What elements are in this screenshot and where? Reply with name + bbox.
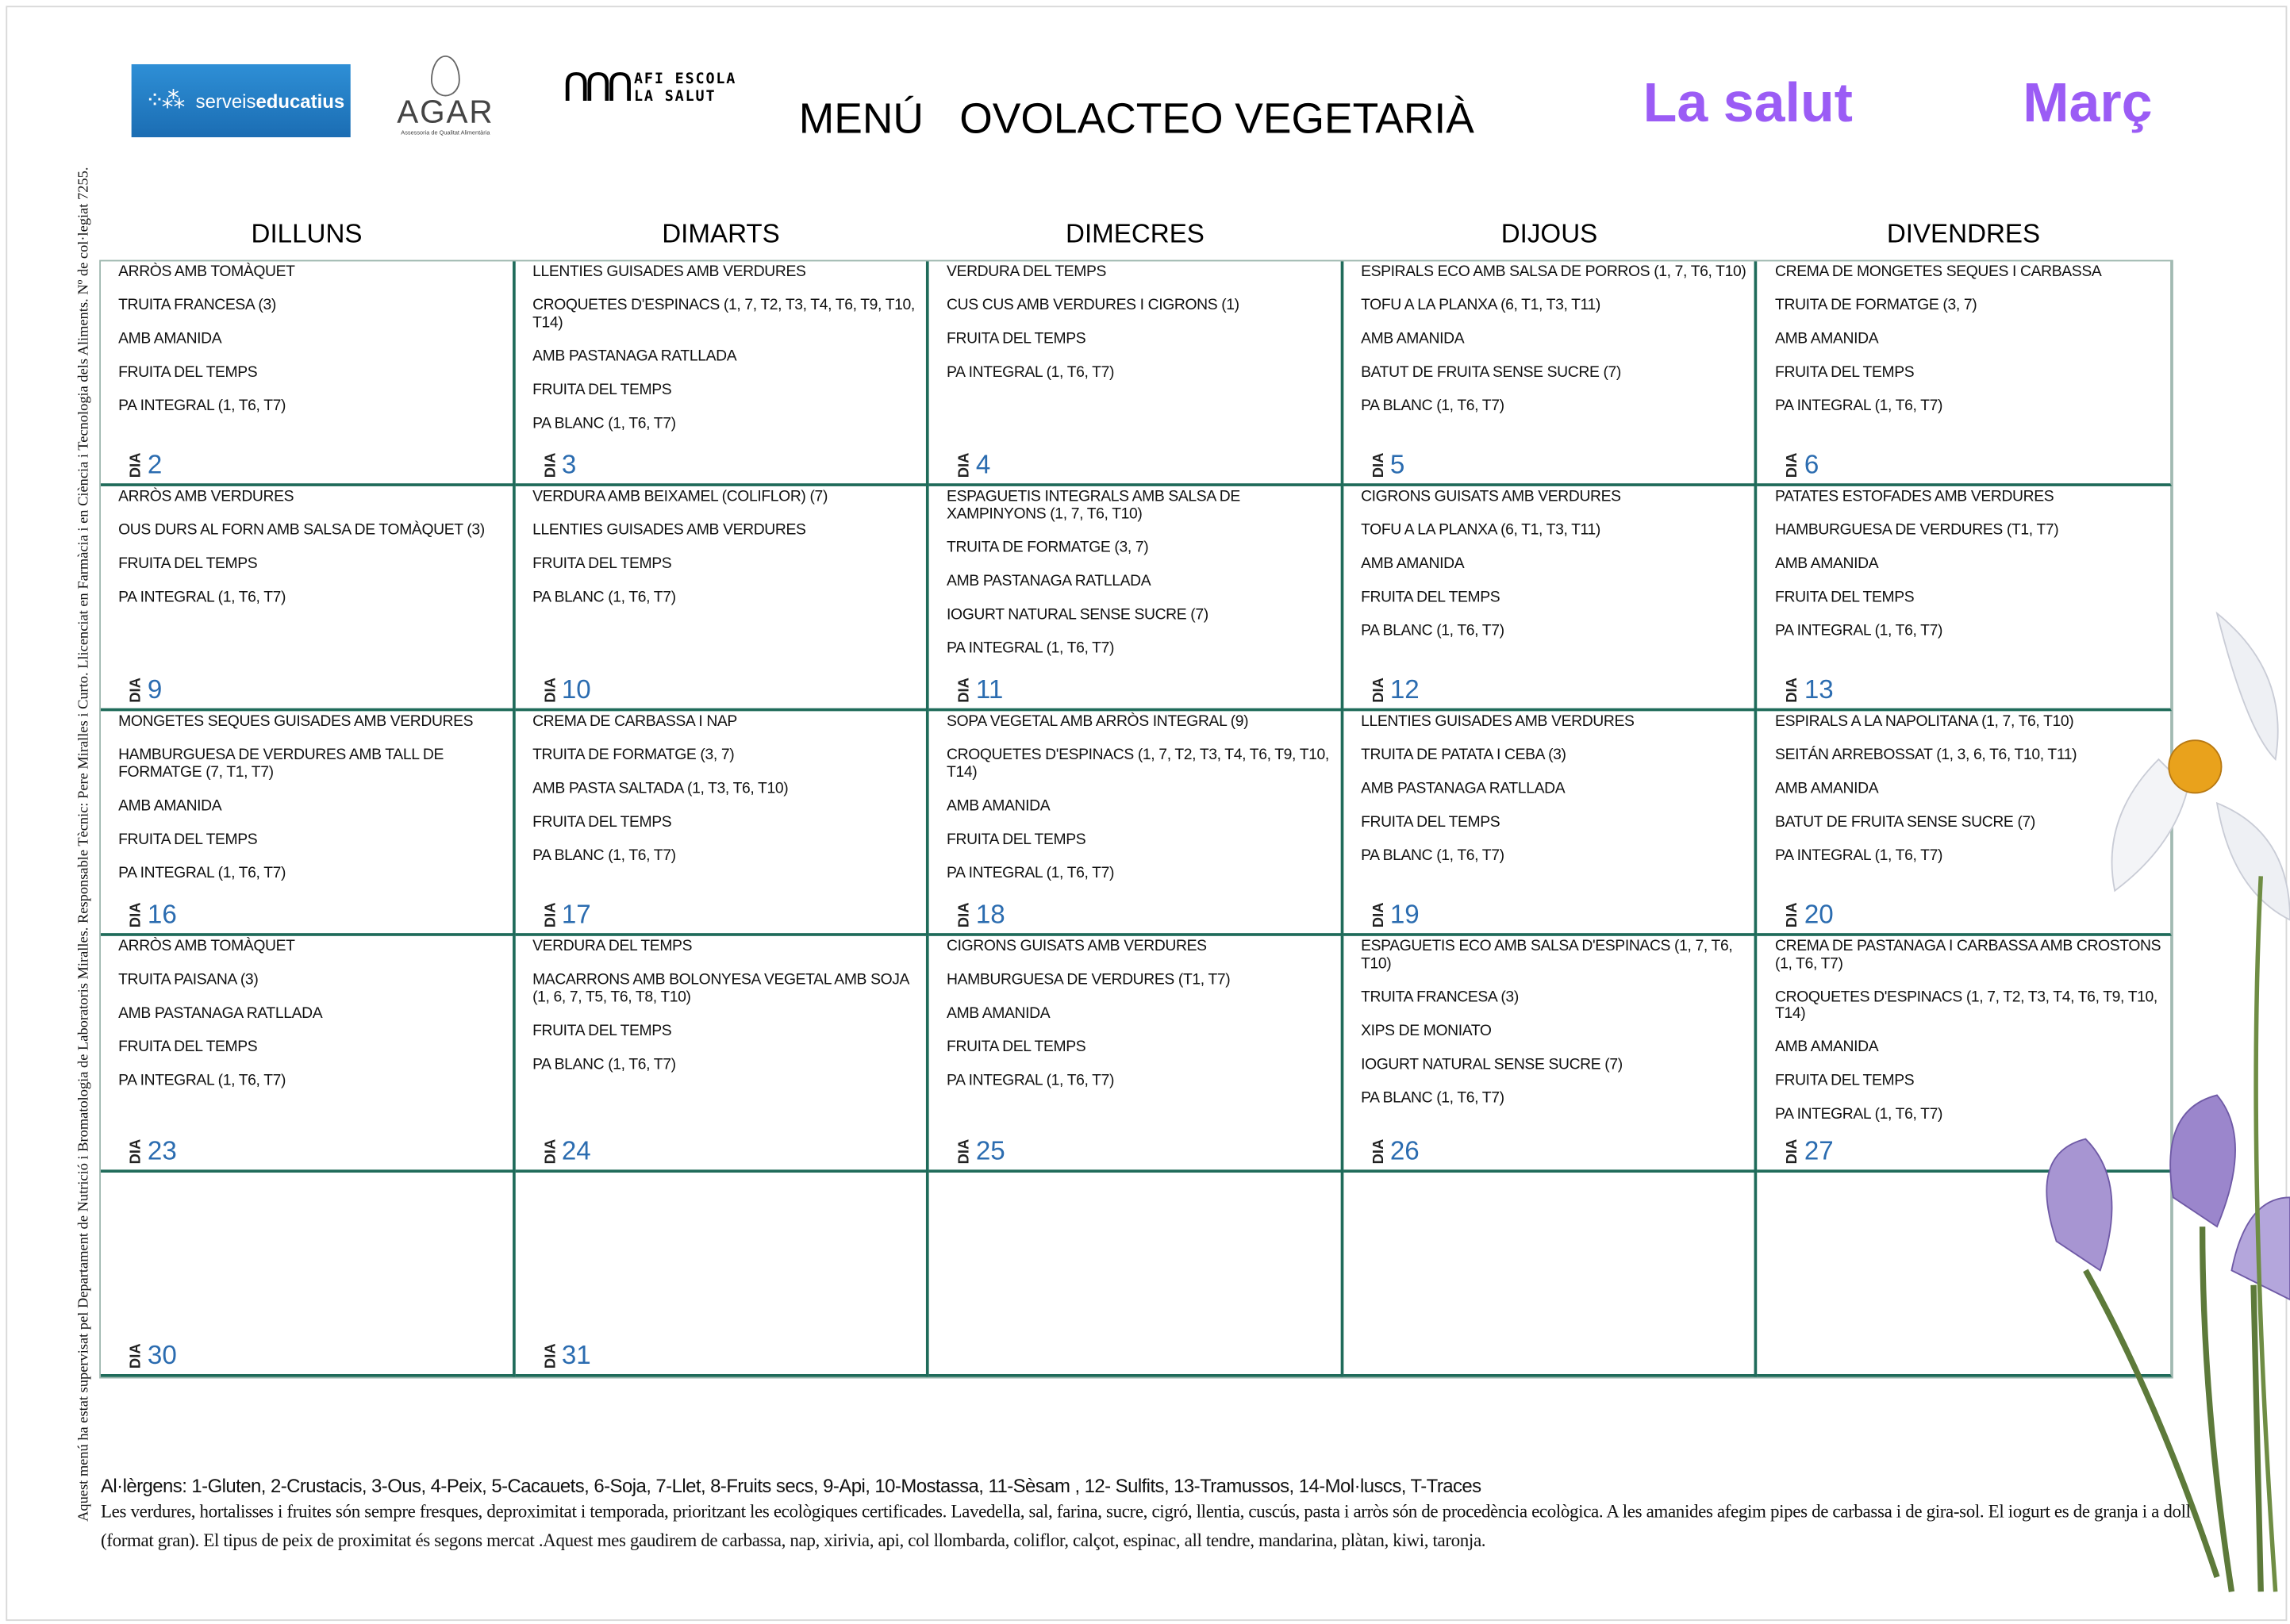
day-number-value: 12 <box>1389 674 1420 705</box>
menu-item: IOGURT NATURAL SENSE SUCRE (7) <box>1361 1054 1623 1073</box>
dia-label: DIA <box>542 452 559 478</box>
dia-label: DIA <box>128 677 145 703</box>
day-cell <box>1343 711 1758 935</box>
day-number <box>1787 901 1834 927</box>
dia-label: DIA <box>956 677 974 703</box>
day-number <box>128 674 163 705</box>
flower-illustration-icon <box>1998 584 2290 1606</box>
day-number-value: 11 <box>975 674 1004 705</box>
menu-item: AMB AMANIDA <box>947 1004 1051 1023</box>
month-name: Març <box>2023 73 2153 135</box>
menu-item: FRUITA DEL TEMPS <box>1361 813 1500 831</box>
menu-item: AMB AMANIDA <box>1775 555 1879 573</box>
menu-item: AMB PASTANAGA RATLLADA <box>118 1004 323 1023</box>
menu-item: PA INTEGRAL (1, T6, T7) <box>947 863 1115 881</box>
menu-item: FRUITA DEL TEMPS <box>947 830 1086 848</box>
day-cell <box>515 936 929 1173</box>
dia-label: DIA <box>956 1138 974 1164</box>
dia-label: DIA <box>1785 677 1802 703</box>
menu-item: PA INTEGRAL (1, T6, T7) <box>118 1072 286 1090</box>
dia-label: DIA <box>1785 1138 1802 1164</box>
agar-name: AGAR <box>397 93 494 130</box>
menu-item: PA BLANC (1, T6, T7) <box>532 1054 676 1073</box>
menu-item: FRUITA DEL TEMPS <box>532 813 672 831</box>
day-number <box>130 901 177 927</box>
day-cell <box>929 261 1343 486</box>
day-number-value: 20 <box>1804 899 1834 929</box>
dia-label: DIA <box>1370 902 1388 927</box>
day-number <box>130 451 163 478</box>
day-cell <box>1758 261 2172 486</box>
menu-item: PA INTEGRAL (1, T6, T7) <box>947 1072 1115 1090</box>
menu-item: TRUITA FRANCESA (3) <box>118 296 276 314</box>
day-number-value: 16 <box>147 899 177 929</box>
menu-item: TRUITA DE FORMATGE (3, 7) <box>947 538 1149 556</box>
menu-item: FRUITA DEL TEMPS <box>1775 588 1915 606</box>
menu-item: PA BLANC (1, T6, T7) <box>532 413 676 432</box>
day-number <box>956 449 991 479</box>
menu-item: PA INTEGRAL (1, T6, T7) <box>1775 622 1943 640</box>
day-number-value: 19 <box>1389 899 1420 929</box>
agar-logo <box>394 56 497 136</box>
menu-item: TRUITA DE FORMATGE (3, 7) <box>1775 296 1977 314</box>
menu-item: PA INTEGRAL (1, T6, T7) <box>1775 397 1943 415</box>
day-number <box>956 674 1004 705</box>
school-name: La salut <box>1643 73 1854 135</box>
dia-label: DIA <box>128 452 145 478</box>
daffodil-icon <box>2112 613 2290 920</box>
menu-item: CROQUETES D'ESPINACS (1, 7, T2, T3, T4, T6, T9, T10, T14) <box>1775 988 2157 1023</box>
day-cell <box>515 486 929 711</box>
day-number-value: 6 <box>1804 449 1819 479</box>
day-number-value: 27 <box>1804 1135 1834 1165</box>
menu-item: PA INTEGRAL (1, T6, T7) <box>1775 847 1943 865</box>
dia-label: DIA <box>542 1342 559 1369</box>
menu-item: TRUITA DE PATATA I CEBA (3) <box>1361 746 1566 764</box>
menu-item: AMB AMANIDA <box>1361 329 1465 348</box>
menu-item: CROQUETES D'ESPINACS (1, 7, T2, T3, T4, T6, T9, T10, T14) <box>532 296 915 331</box>
day-number <box>956 899 1005 929</box>
menu-item: FRUITA DEL TEMPS <box>1361 588 1500 606</box>
menu-item: FRUITA DEL TEMPS <box>118 363 258 382</box>
menu-item: MONGETES SEQUES GUISADES AMB VERDURES <box>118 712 474 731</box>
day-cell <box>929 486 1343 711</box>
menu-item: PA INTEGRAL (1, T6, T7) <box>118 863 286 881</box>
weekday-header: DIMARTS <box>662 219 780 248</box>
day-number-value: 3 <box>561 449 577 479</box>
menu-item: FRUITA DEL TEMPS <box>1775 363 1915 382</box>
menu-item: FRUITA DEL TEMPS <box>118 830 258 848</box>
day-cell <box>101 486 515 711</box>
menu-type: OVOLACTEO VEGETARIÀ <box>959 96 1474 144</box>
day-cell <box>101 1173 515 1377</box>
menu-item: ARRÒS AMB TOMÀQUET <box>118 937 295 955</box>
day-cell <box>929 936 1343 1173</box>
menu-item: HAMBURGUESA DE VERDURES (T1, T7) <box>947 970 1231 989</box>
menu-item: AMB AMANIDA <box>1775 779 1879 797</box>
dia-label: DIA <box>542 902 559 927</box>
menu-item: SEITÁN ARREBOSSAT (1, 3, 6, T6, T10, T11) <box>1775 746 2077 764</box>
day-cell <box>515 711 929 935</box>
menu-label: MENÚ <box>798 96 924 144</box>
day-number-value: 4 <box>975 449 991 479</box>
day-number <box>1785 1135 1834 1165</box>
menu-item: LLENTIES GUISADES AMB VERDURES <box>532 521 806 539</box>
day-number <box>1370 899 1420 929</box>
menu-item: VERDURA DEL TEMPS <box>947 263 1107 281</box>
menu-item: AMB PASTANAGA RATLLADA <box>1361 779 1566 797</box>
menu-item: FRUITA DEL TEMPS <box>532 555 672 573</box>
weekday-header: DIMECRES <box>1066 219 1205 248</box>
day-number-value: 17 <box>561 899 591 929</box>
day-number-value: 5 <box>1389 449 1405 479</box>
menu-item: CREMA DE MONGETES SEQUES I CARBASSA <box>1775 263 2102 281</box>
day-cell <box>929 711 1343 935</box>
afi-logo <box>563 67 737 111</box>
menu-item: PA BLANC (1, T6, T7) <box>1361 847 1504 865</box>
menu-item: AMB AMANIDA <box>1775 1038 1879 1056</box>
serveis-educatius-logo <box>132 64 351 137</box>
menu-item: BATUT DE FRUITA SENSE SUCRE (7) <box>1361 363 1622 382</box>
day-cell <box>1343 486 1758 711</box>
menu-item: AMB AMANIDA <box>947 797 1051 815</box>
menu-item: VERDURA DEL TEMPS <box>532 937 693 955</box>
day-number <box>544 901 591 927</box>
menu-item: VERDURA AMB BEIXAMEL (COLIFLOR) (7) <box>532 487 828 505</box>
afi-line-1: AFI ESCOLA <box>633 71 737 88</box>
day-number <box>1787 451 1819 478</box>
day-cell <box>515 1173 929 1377</box>
day-number-value: 24 <box>561 1135 591 1165</box>
day-cell <box>101 711 515 935</box>
supervision-note: Aquest menú ha estat supervisat pel Departament de Nutrició i Bromatologia de Laboratoris Miralles. Responsable Tècnic: Pere Miralles i Curto. Llicenciat en Farmàcia i en Ciència i Tecnologia dels Aliments. Nº de col·legiat 7255. <box>75 167 92 1522</box>
menu-item: XIPS DE MONIATO <box>1361 1021 1492 1039</box>
menu-item: HAMBURGUESA DE VERDURES (T1, T7) <box>1775 521 2059 539</box>
dia-label: DIA <box>956 902 974 927</box>
dia-label: DIA <box>128 1342 145 1369</box>
menu-item: AMB AMANIDA <box>1361 555 1465 573</box>
menu-item: PA BLANC (1, T6, T7) <box>532 588 676 606</box>
menu-item: HAMBURGUESA DE VERDURES AMB TALL DE FORMATGE (7, T1, T7) <box>118 746 444 781</box>
menu-item: ESPIRALS ECO AMB SALSA DE PORROS (1, 7, T6, T10) <box>1361 263 1746 281</box>
menu-item: FRUITA DEL TEMPS <box>532 380 672 398</box>
day-cell <box>101 261 515 486</box>
day-number <box>544 451 577 478</box>
day-number-value: 31 <box>561 1340 591 1370</box>
menu-item: CREMA DE CARBASSA I NAP <box>532 712 737 731</box>
day-number-value: 30 <box>147 1340 177 1370</box>
day-number-value: 9 <box>147 674 163 705</box>
day-number <box>1370 1135 1420 1165</box>
dia-label: DIA <box>1370 677 1388 703</box>
day-cell <box>929 1173 1343 1377</box>
drop-icon <box>431 56 460 97</box>
agar-subtitle: Assessoria de Qualitat Alimentària <box>401 128 490 136</box>
dia-label: DIA <box>542 1138 559 1164</box>
menu-item: PA BLANC (1, T6, T7) <box>532 847 676 865</box>
day-number <box>542 674 591 705</box>
menu-item: IOGURT NATURAL SENSE SUCRE (7) <box>947 605 1208 624</box>
menu-item: PA BLANC (1, T6, T7) <box>1361 622 1504 640</box>
menu-item: SOPA VEGETAL AMB ARRÒS INTEGRAL (9) <box>947 712 1249 731</box>
dia-label: DIA <box>1370 452 1388 478</box>
ingredients-note: Les verdures, hortalisses i fruites són sempre fresques, deproximitat i temporada, prioritzant les ecològiques certificades. Lavedella, sal, farina, sucre, cigró, llentia, cuscús, pasta i arròs són de procedència ecològica. A les amanides afegim pipes de carbassa i de gira-sol. El iogurt es de granja i a doll (format gran). El tipus de peix de proximitat és segons mercat .Aquest mes gaudirem de carbassa, nap, xirivia, api, col llombarda, coliflor, calçot, espinac, all tendre, mandarina, plàtan, kiwi, taronja. <box>101 1501 2191 1551</box>
day-number-value: 18 <box>975 899 1005 929</box>
day-number <box>1370 674 1420 705</box>
logo-text-bold: educatius <box>256 90 345 112</box>
menu-item: FRUITA DEL TEMPS <box>532 1021 672 1039</box>
menu-item: AMB AMANIDA <box>118 329 222 348</box>
day-cell <box>1343 936 1758 1173</box>
menu-item: CIGRONS GUISATS AMB VERDURES <box>1361 487 1621 505</box>
menu-item: PA INTEGRAL (1, T6, T7) <box>118 588 286 606</box>
menu-item: ESPAGUETIS INTEGRALS AMB SALSA DE XAMPINYONS (1, 7, T6, T10) <box>947 487 1240 523</box>
menu-item: CIGRONS GUISATS AMB VERDURES <box>947 937 1207 955</box>
dia-label: DIA <box>1785 452 1802 478</box>
people-icon: ᑎᑎᑎ <box>562 67 628 111</box>
dia-label: DIA <box>1785 902 1802 927</box>
day-number <box>1370 449 1405 479</box>
day-number-value: 13 <box>1804 674 1834 705</box>
day-number <box>128 1135 177 1165</box>
menu-item: PA INTEGRAL (1, T6, T7) <box>1775 1105 1943 1123</box>
menu-item: AMB PASTA SALTADA (1, T3, T6, T10) <box>532 779 789 797</box>
day-number-value: 26 <box>1389 1135 1420 1165</box>
dia-label: DIA <box>542 677 559 703</box>
dia-label: DIA <box>956 452 974 478</box>
menu-grid <box>99 260 2173 1379</box>
menu-item: LLENTIES GUISADES AMB VERDURES <box>532 263 806 281</box>
menu-item: OUS DURS AL FORN AMB SALSA DE TOMÀQUET (3) <box>118 521 485 539</box>
menu-item: PA INTEGRAL (1, T6, T7) <box>947 363 1115 382</box>
logo-dots-icon: ⁘⁂ <box>144 89 183 114</box>
day-number <box>956 1135 1005 1165</box>
day-number-value: 10 <box>561 674 591 705</box>
menu-item: AMB PASTANAGA RATLLADA <box>532 347 737 365</box>
menu-item: TRUITA FRANCESA (3) <box>1361 988 1519 1006</box>
menu-item: AMB AMANIDA <box>1775 329 1879 348</box>
footer <box>101 1475 2219 1555</box>
day-cell <box>515 261 929 486</box>
menu-item: PA INTEGRAL (1, T6, T7) <box>947 639 1115 657</box>
weekday-header: DIJOUS <box>1500 219 1598 248</box>
dia-label: DIA <box>1370 1138 1388 1164</box>
menu-item: PATATES ESTOFADES AMB VERDURES <box>1775 487 2054 505</box>
day-number-value: 25 <box>975 1135 1005 1165</box>
dia-label: DIA <box>128 1138 145 1164</box>
menu-item: FRUITA DEL TEMPS <box>118 1038 258 1056</box>
menu-item: FRUITA DEL TEMPS <box>947 329 1086 348</box>
afi-line-2: LA SALUT <box>633 89 717 106</box>
allergens-legend: Al·lèrgens: 1-Gluten, 2-Crustacis, 3-Ous, 4-Peix, 5-Cacauets, 6-Soja, 7-Llet, 8-Fruits secs, 9-Api, 10-Mostassa, 11-Sèsam , 12- Sulfits, 13-Tramussos, 14-Mol·luscs, T-Traces <box>101 1475 1481 1497</box>
menu-item: ARRÒS AMB TOMÀQUET <box>118 263 295 281</box>
weekday-header: DILLUNS <box>251 219 363 248</box>
menu-item: TRUITA DE FORMATGE (3, 7) <box>532 746 735 764</box>
menu-item: FRUITA DEL TEMPS <box>118 555 258 573</box>
day-number <box>544 1342 591 1369</box>
day-number-value: 2 <box>147 449 163 479</box>
day-cell <box>101 936 515 1173</box>
menu-item: CREMA DE PASTANAGA I CARBASSA AMB CROSTONS (1, T6, T7) <box>1775 937 2161 972</box>
menu-item: ARRÒS AMB VERDURES <box>118 487 294 505</box>
day-number <box>542 1135 591 1165</box>
menu-item: PA INTEGRAL (1, T6, T7) <box>118 397 286 415</box>
menu-item: FRUITA DEL TEMPS <box>1775 1072 1915 1090</box>
menu-item: TOFU A LA PLANXA (6, T1, T3, T11) <box>1361 521 1600 539</box>
menu-item: PA BLANC (1, T6, T7) <box>1361 1088 1504 1107</box>
dia-label: DIA <box>128 902 145 927</box>
weekday-header: DIVENDRES <box>1886 219 2041 248</box>
day-cell <box>1343 261 1758 486</box>
menu-item: TOFU A LA PLANXA (6, T1, T3, T11) <box>1361 296 1600 314</box>
menu-item: FRUITA DEL TEMPS <box>947 1038 1086 1056</box>
menu-item: LLENTIES GUISADES AMB VERDURES <box>1361 712 1635 731</box>
menu-item: CROQUETES D'ESPINACS (1, 7, T2, T3, T4, T6, T9, T10, T14) <box>947 746 1329 781</box>
day-number <box>1785 674 1834 705</box>
menu-item: AMB PASTANAGA RATLLADA <box>947 571 1151 589</box>
menu-item: ESPIRALS A LA NAPOLITANA (1, 7, T6, T10) <box>1775 712 2074 731</box>
menu-item: MACARRONS AMB BOLONYESA VEGETAL AMB SOJA (1, 6, 7, T5, T6, T8, T10) <box>532 970 909 1006</box>
menu-item: PA BLANC (1, T6, T7) <box>1361 397 1504 415</box>
day-cell <box>1343 1173 1758 1377</box>
menu-item: CUS CUS AMB VERDURES I CIGRONS (1) <box>947 296 1239 314</box>
day-number <box>130 1342 177 1369</box>
logo-text: serveis <box>195 90 256 112</box>
menu-item: BATUT DE FRUITA SENSE SUCRE (7) <box>1775 813 2035 831</box>
menu-item: AMB AMANIDA <box>118 797 222 815</box>
menu-item: ESPAGUETIS ECO AMB SALSA D'ESPINACS (1, 7, T6, T10) <box>1361 937 1733 972</box>
menu-item: TRUITA PAISANA (3) <box>118 970 259 989</box>
day-number-value: 23 <box>147 1135 177 1165</box>
